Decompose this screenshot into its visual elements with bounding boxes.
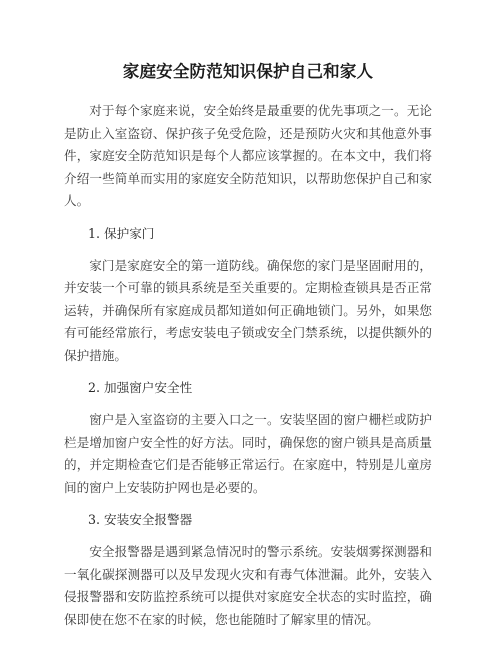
- section-protect-door: [64, 223, 432, 368]
- document-title: 家庭安全防范知识保护自己和家人: [122, 62, 374, 81]
- section-heading: 1. 保护家门: [88, 225, 155, 241]
- section-window-security: [64, 377, 432, 499]
- intro-paragraph: 对于每个家庭来说，安全始终是最重要的优先事项之一。无论是防止入室盗窃、保护孩子免受危险，还是预防火灾和其他意外事件，家庭安全防范知识是每个人都应该掌握的。在本文中，我们将介绍一些简单而实用的家庭安全防范知识，以帮助您保护自己和家人。: [64, 103, 432, 208]
- section-heading: 3. 安装安全报警器: [88, 512, 193, 527]
- section-heading: 2. 加强窗户安全性: [88, 380, 193, 395]
- section-paragraph: 窗户是入室盗窃的主要入口之一。安装坚固的窗户栅栏或防护栏是增加窗户安全性的好方法。同时，确保您的窗户锁具是高质量的，并定期检查它们是否能够正常运行。在家庭中，特别是儿童房间的窗户上安装防护网也是必要的。: [64, 412, 432, 495]
- section-paragraph: 家门是家庭安全的第一道防线。确保您的家门是坚固耐用的，并安装一个可靠的锁具系统是至关重要的。定期检查锁具是否正常运转，并确保所有家庭成员都知道如何正确地锁门。另外，如果您有可能经常旅行，考虑安装电子锁或安全门禁系统，以提供额外的保护措施。: [64, 257, 432, 363]
- section-paragraph: 安全报警器是遇到紧急情况时的警示系统。安装烟雾探测器和一氧化碳探测器可以及早发现火灾和有毒气体泄漏。此外，安装入侵报警器和安防监控系统可以提供对家庭安全状态的实时监控，确保即使在您不在家的时候，您也能随时了解家里的情况。: [64, 544, 432, 627]
- section-alarm: [64, 509, 432, 631]
